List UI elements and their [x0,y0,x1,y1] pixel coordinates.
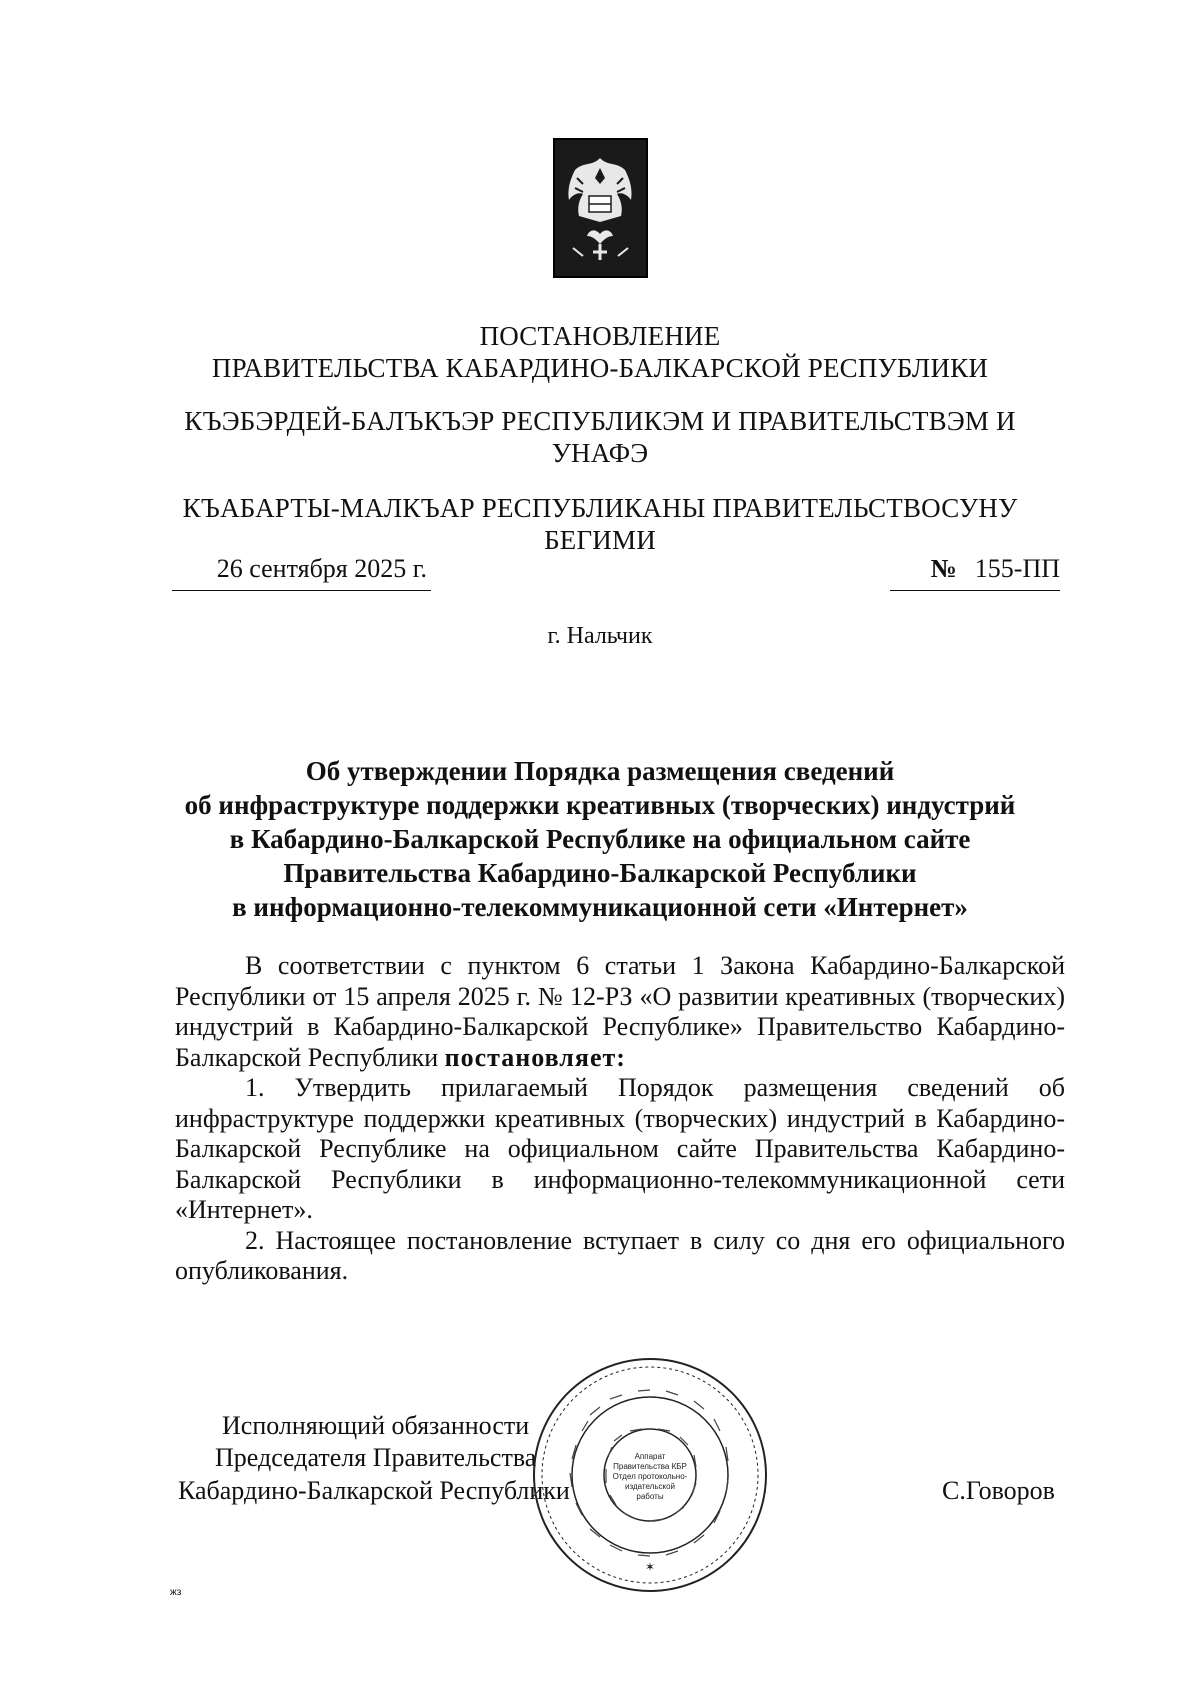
seal-center-line-1: Аппарат [634,1452,666,1461]
decree-number-field [890,550,1060,591]
executor-initials: жз [170,1587,182,1598]
balkar-title-line1: КЪАБАРТЫ-МАЛКЪАР РЕСПУБЛИКАНЫ ПРАВИТЕЛЬСТВОСУНУ [182,493,1018,523]
kabardian-title-line1: КЪЭБЭРДЕЙ-БАЛЪКЪЭР РЕСПУБЛИКЭМ И ПРАВИТЕЛЬСТВЭМ И [184,406,1016,436]
decree-body [175,951,1065,1287]
decree-date: 26 сентября 2025 г. [172,550,431,591]
seal-star-icon: ✶ [644,1560,656,1574]
kabardian-title-line2: УНАФЭ [551,438,649,468]
subject-line-3: в Кабардино-Балкарской Республике на официальном сайте [229,824,971,854]
doc-type-title: ПОСТАНОВЛЕНИЕ [479,321,721,351]
signatory-position-line1: Исполняющий обязанности [222,1411,530,1440]
balkar-title-line2: БЕГИМИ [544,525,656,555]
official-seal-stamp [530,1355,770,1595]
decree-number: 155-ПП [974,554,1060,583]
decree-subject-title [150,754,1050,924]
seal-center-line-3: Отдел протокольно- [612,1472,688,1481]
preamble-paragraph [175,951,1065,1073]
item-2-paragraph: 2. Настоящее постановление вступает в силу со дня его официального опубликования. [175,1225,1065,1285]
decree-word: постановляет: [444,1042,626,1072]
seal-center-line-4: издательской [624,1482,676,1491]
item-1-paragraph: 1. Утвердить прилагаемый Порядок размещения сведений об инфраструктуре поддержки креативных (творческих) индустрий в Кабардино-Балкарской Республике на официальном сайте Правительства Кабардино-Балкарской Республики в информационно-телекоммуникационной сети «Интернет». [175,1073,1065,1224]
signatory-position-line2: Председателя Правительства [215,1443,537,1472]
seal-center-line-2: Правительства КБР [613,1462,687,1471]
subject-line-2: об инфраструктуре поддержки креативных (творческих) индустрий [184,790,1016,820]
coat-of-arms-emblem [553,138,648,278]
city-name: г. Нальчик [547,623,653,649]
issuer-title: ПРАВИТЕЛЬСТВА КАБАРДИНО-БАЛКАРСКОЙ РЕСПУБЛИКИ [211,353,989,383]
subject-line-5: в информационно-телекоммуникационной сети «Интернет» [232,892,968,922]
preamble-text: В соответствии с пунктом 6 статьи 1 Закона Кабардино-Балкарской Республики от 15 апреля 2025 г. № 12-РЗ «О развитии креативных (творческих) индустрий в Кабардино-Балкарской Республике» Правительство Кабардино-Балкарской Республики [175,951,1065,1072]
number-sign: № [930,554,957,583]
signatory-position-line3: Кабардино-Балкарской Республики [178,1476,570,1505]
seal-center-line-5: работы [636,1492,664,1501]
subject-line-4: Правительства Кабардино-Балкарской Республики [283,858,917,888]
signatory-name: С.Говоров [942,1476,1055,1505]
subject-line-1: Об утверждении Порядка размещения сведений [305,756,895,786]
